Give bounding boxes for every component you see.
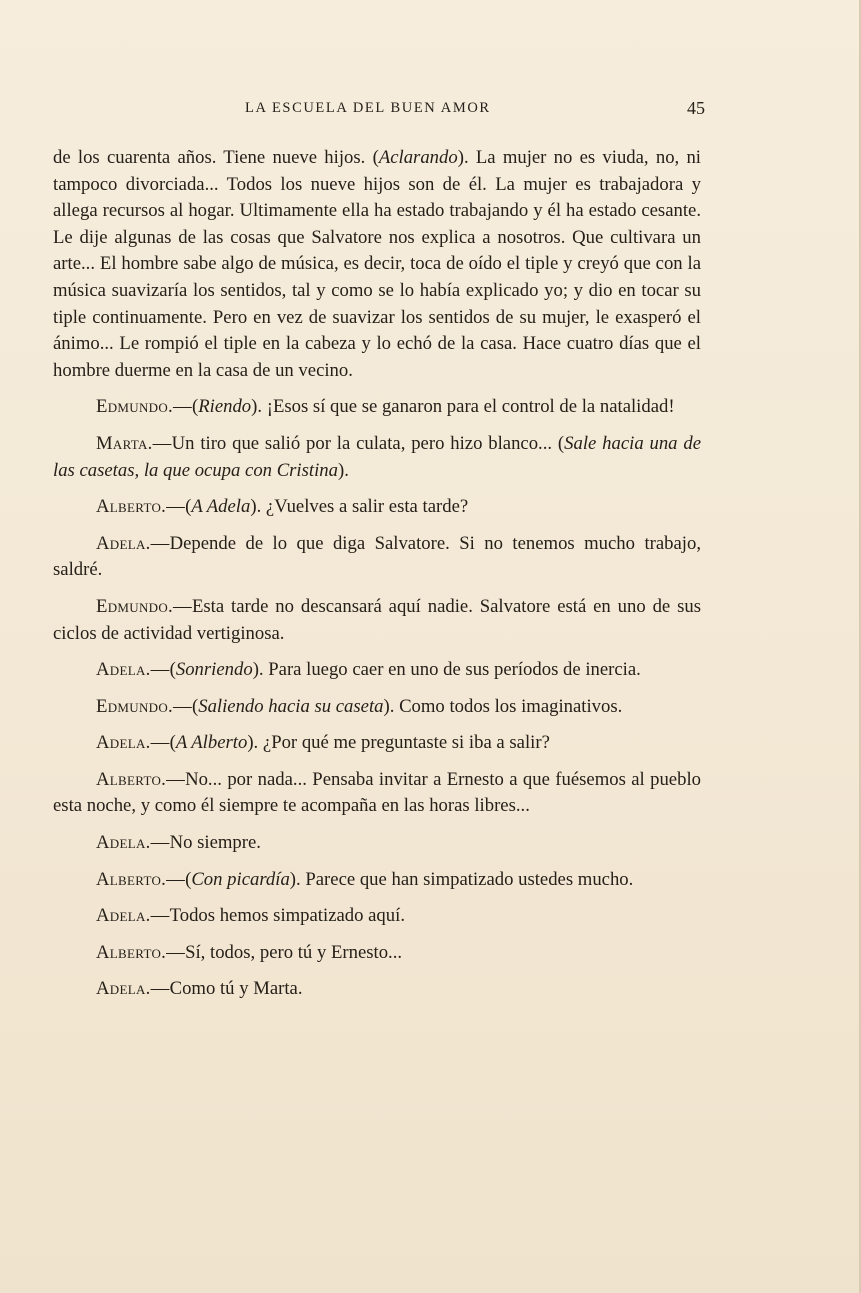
- dialogue-line: [53, 976, 701, 1003]
- speaker-name: Alberto.—: [96, 868, 186, 890]
- speaker-name: Edmundo.—: [96, 396, 192, 418]
- speech-text: Depende de lo que diga Salvatore. Si no tenemos mucho trabajo, saldré.: [53, 532, 701, 581]
- speech-text: ). Como todos los imaginativos.: [383, 695, 623, 717]
- dialogue-line: [53, 867, 701, 894]
- dialogue-line: [53, 494, 701, 521]
- speech-text: ). ¿Vuelves a salir esta tarde?: [250, 496, 469, 518]
- dialogue-line: [53, 394, 701, 421]
- speaker-name: Adela.—: [96, 732, 170, 754]
- speaker-name: Adela.—: [96, 832, 170, 854]
- stage-direction: Aclarando: [378, 147, 458, 168]
- speaker-name: Marta.—: [96, 432, 172, 454]
- speech-text: (: [169, 659, 176, 681]
- stage-direction: Saliendo hacia su caseta: [198, 695, 384, 717]
- speech-text: Todos hemos simpatizado aquí.: [169, 905, 405, 927]
- speaker-name: Adela.—: [96, 905, 170, 927]
- text-segment: de los cuarenta años. Tiene nueve hijos. (: [53, 147, 379, 168]
- dialogue-line: [53, 940, 701, 967]
- speech-text: Como tú y Marta.: [169, 978, 303, 1000]
- speaker-name: Adela.—: [96, 659, 170, 681]
- dialogue-line: [53, 431, 701, 484]
- speech-text: (: [185, 496, 192, 518]
- speech-text: Un tiro que salió por la culata, pero hizo blanco... (: [171, 432, 565, 454]
- speech-text: Sí, todos, pero tú y Ernesto...: [185, 941, 403, 963]
- page-number: 45: [687, 98, 705, 118]
- speech-text: ).: [337, 459, 349, 481]
- continuation-paragraph: [53, 145, 701, 384]
- speaker-name: Edmundo.—: [96, 695, 192, 717]
- text-segment: ). La mujer no es viuda, no, ni tampoco divorciada... Todos los nueve hijos son de él. La mujer es trabajadora y allega recursos al hogar. Ultimamente ella ha estado trabajando y él ha estado cesante. Le dije algunas de las cosas que Salvatore nos explica a nosotros. Que cultivara un arte... El hombre sabe algo de música, es decir, toca de oído el tiple y creyó que con la música suavizaría los sentidos, tal y como se lo había explicado yo; y dio en tocar su tiple continuamente. Pero en vez de suavizar los sentidos de su mujer, le exasperó el ánimo... Le rompió el tiple en la cabeza y lo echó de la casa. Hace cuatro días que el hombre duerme en la casa de un vecino.: [53, 147, 701, 381]
- running-head: LA ESCUELA DEL BUEN AMOR: [245, 100, 491, 116]
- speaker-name: Edmundo.—: [96, 595, 192, 617]
- body-text: [53, 145, 701, 1003]
- speaker-name: Alberto.—: [96, 941, 186, 963]
- dialogue-line: [53, 903, 701, 930]
- speech-text: Esta tarde no descansará aquí nadie. Salvatore está en uno de sus ciclos de actividad vertiginosa.: [53, 595, 701, 644]
- speech-text: (: [191, 396, 199, 418]
- dialogue-line: [53, 694, 701, 721]
- stage-direction: Riendo: [198, 396, 252, 418]
- speech-text: ). Parece que han simpatizado ustedes mucho.: [289, 868, 634, 890]
- stage-direction: A Alberto: [175, 732, 248, 754]
- page-header: [245, 100, 705, 122]
- speech-text: ). ¡Esos sí que se ganaron para el control de la natalidad!: [251, 396, 675, 418]
- speech-text: No siempre.: [169, 832, 261, 854]
- dialogue-line: [53, 657, 701, 684]
- stage-direction: A Adela: [191, 496, 251, 518]
- speaker-name: Alberto.—: [96, 496, 186, 518]
- speaker-name: Adela.—: [96, 978, 170, 1000]
- dialogue-line: [53, 594, 701, 647]
- stage-direction: Sale hacia una de las casetas, la que ocupa con Cristina: [53, 432, 701, 481]
- speech-text: (: [185, 868, 192, 890]
- dialogue-line: [53, 730, 701, 757]
- dialogue-line: [53, 767, 701, 820]
- speech-text: (: [169, 732, 176, 754]
- speaker-name: Adela.—: [96, 532, 170, 554]
- speech-text: ). ¿Por qué me preguntaste si iba a salir?: [247, 732, 550, 754]
- dialogue-line: [53, 531, 701, 584]
- speech-text: (: [191, 695, 199, 717]
- speaker-name: Alberto.—: [96, 768, 186, 790]
- stage-direction: Sonriendo: [175, 659, 253, 681]
- dialogue-line: [53, 830, 701, 857]
- speech-text: No... por nada... Pensaba invitar a Ernesto a que fuésemos al pueblo esta noche, y como él siempre te acompaña en las horas libres...: [53, 768, 701, 817]
- stage-direction: Con picardía: [191, 868, 290, 890]
- speech-text: ). Para luego caer en uno de sus períodos de inercia.: [252, 659, 641, 681]
